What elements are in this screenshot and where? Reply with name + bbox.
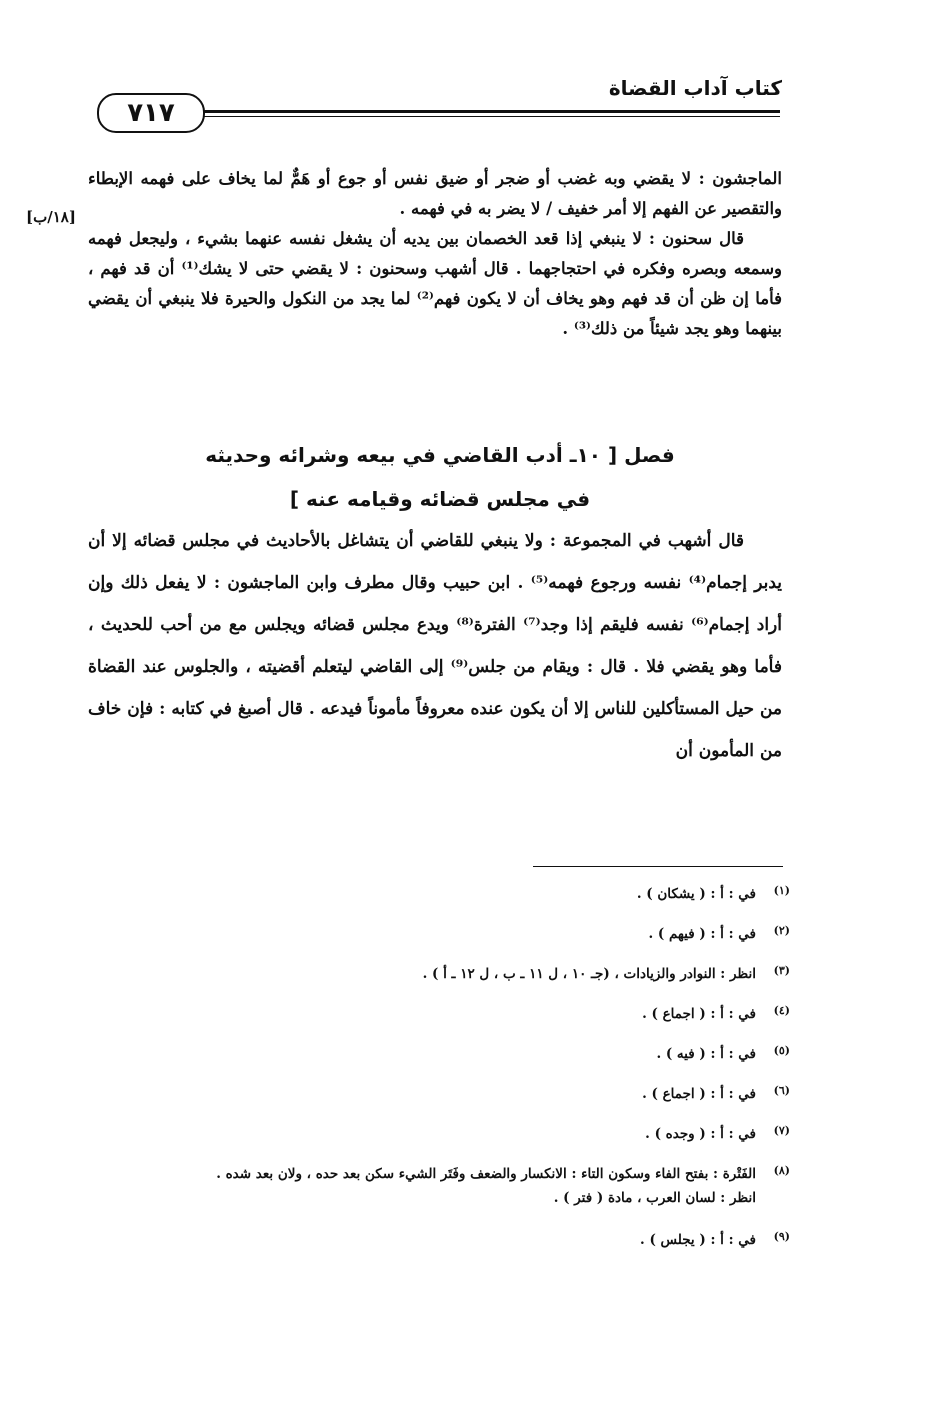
footnote-number: (١) [773,884,790,897]
section-heading-line1: فصل [ ١٠ـ أدب القاضي في بيعه وشرائه وحديثه [205,443,675,467]
footnote-number: (٨) [773,1164,790,1177]
footnote-text: في : أ : ( وجده ) . [645,1126,756,1142]
footnote [100,964,790,1004]
footnote [100,1124,790,1164]
footnote-number: (٢) [773,924,790,937]
footnote-number: (٩) [773,1230,790,1243]
footnote-rule [533,866,783,867]
body-text [88,164,782,344]
section-heading [150,433,730,521]
paragraph-1: الماجشون : لا يقضي وبه غضب أو ضجر أو ضيق نفس أو جوع أو هَمٌّ لما يخاف على فهمه الإبطاء والتقصير عن الفهم إلا أمر خفيف / لا يضر به في فهمه . [88,169,782,218]
footnote-number: (٧) [773,1124,790,1137]
footnote-number: (٦) [773,1084,790,1097]
footnote [100,1084,790,1124]
footnote-text: الفَتْرة : بفتح الفاء وسكون التاء : الانكسار والضعف وفَتَر الشيء سكن بعد حده ، ولان بعد شده . [216,1166,756,1182]
footnote [100,924,790,964]
manuscript-folio-ref: [١٨/ب] [26,208,76,226]
footnote [100,1230,790,1270]
page-number: ٧١٧ [97,93,205,133]
footnote [100,884,790,924]
footnote-text: في : أ : ( فيهم ) . [648,926,756,942]
footnote-text: في : أ : ( يجلس ) . [640,1232,756,1248]
footnote-number: (٤) [773,1004,790,1017]
footnotes [100,884,790,1270]
running-header-title: كتاب آداب القضاة [608,76,782,100]
section-heading-line2: في مجلس قضائه وقيامه عنه ] [289,487,591,511]
footnote-text: في : أ : ( اجماع ) . [642,1086,756,1102]
footnote [100,1004,790,1044]
footnote-text: في : أ : ( اجماع ) . [642,1006,756,1022]
footnote-number: (٥) [773,1044,790,1057]
paragraph-2: قال سحنون : لا ينبغي إذا قعد الخصمان بين يديه أن يشغل نفسه عنهما بشيء ، وليجعل فهمه وسمعه وبصره وفكره في احتجاجهما . قال أشهب وسحنون : لا يقضي حتى لا يشك⁽¹⁾ أن قد فهم ، فأما إن ظن أن قد فهم وهو يخاف أن لا يكون فهم⁽²⁾ لما يجد من النكول والحيرة فلا ينبغي أن يقضي بينهما وهو يجد شيئاً من ذلك⁽³⁾ . [88,229,782,338]
footnote-text: انظر : النوادر والزيادات ، (جـ ١٠ ، ل ١١ ـ ب ، ل ١٢ ـ أ ) . [422,966,756,982]
footnote-text: في : أ : ( فيه ) . [656,1046,756,1062]
footnote [100,1044,790,1084]
section-body [88,520,782,772]
footnote-number: (٣) [773,964,790,977]
footnote-continuation: انظر : لسان العرب ، مادة ( فتر ) . [553,1190,756,1206]
section-paragraph: قال أشهب في المجموعة : ولا ينبغي للقاضي أن يتشاغل بالأحاديث في مجلس قضائه إلا أن يدبر إجمام⁽⁴⁾ نفسه ورجوع فهمه⁽⁵⁾ . ابن حبيب وقال مطرف وابن الماجشون : لا يفعل ذلك وإن أراد إجمام⁽⁶⁾ نفسه فليقم إذا وجد⁽⁷⁾ الفترة⁽⁸⁾ ويدع مجلس قضائه ويجلس مع من أحب للحديث ، فأما وهو يقضي فلا . قال : ويقام من جلس⁽⁹⁾ إلى القاضي ليتعلم أقضيته ، والجلوس عند القضاة من حيل المستأكلين للناس إلا أن يكون عنده معروفاً مأموناً فيدعه . قال أصبغ في كتابه : فإن خاف من المأمون أن [88,531,782,761]
footnote-text: في : أ : ( يشكان ) . [636,886,756,902]
